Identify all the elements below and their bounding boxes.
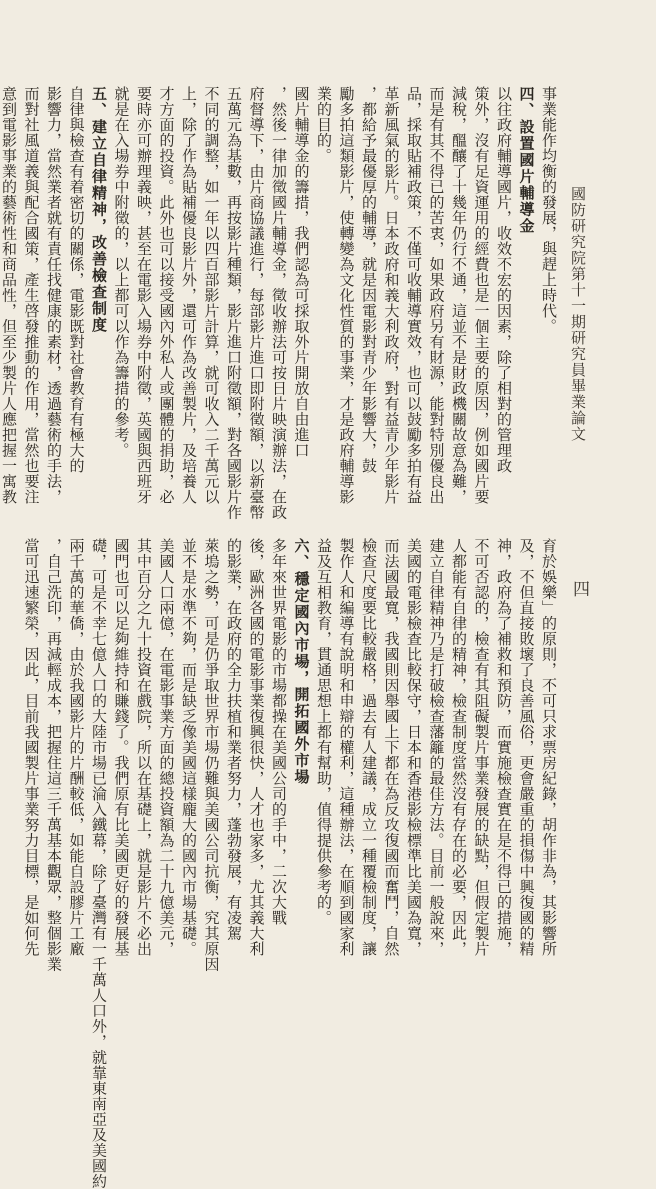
text-line: 後，歐洲各國的電影事業復興很快，人才也家多，尤其義大利 <box>247 538 266 957</box>
text-line: 而是有其不得已的苦衷，如果政府另有財源，能對特別優良出 <box>427 86 446 505</box>
text-line: 美國人口兩億，在電影事業方面的總投資額為二十九億美元， <box>157 538 176 957</box>
text-line: 減稅，醞釀了十幾年仍行不通，這並不是財政機關故意為難， <box>450 86 468 505</box>
text-block-bottom <box>22 538 560 1189</box>
text-line: 而法國最寬，我國則因舉國上下都在為反攻復國而奮鬥，自然 <box>382 538 401 957</box>
text-line: 及，不但直接敗壞了良善風俗，更會嚴重的損傷中興復國的精 <box>517 538 536 957</box>
section-heading: 四、設置國片輔導金 <box>517 86 536 235</box>
text-line: 益及互相教育，貫通思想上都有幫助，值得提供參考的。 <box>315 538 333 926</box>
text-line: 事業能作均衡的發展，與趕上時代。 <box>540 86 558 334</box>
text-line: ，都給予最優厚的輔導，就是因電影對青少年影響大，鼓 <box>360 86 378 474</box>
text-line: 不可否認的，檢查有其阻礙製片事業發展的缺點，但假定製片 <box>472 538 491 957</box>
text-line: 府督導下，由片商協議進行，每部影片進口即附徵額，以新臺幣 <box>247 86 266 520</box>
text-line: 萊塢之勢，可是仍爭取世界市場仍難與美國公司抗衡，究其原因 <box>202 538 221 972</box>
text-line: 檢查尺度要比較嚴格，過去有人建議，成立一種覆檢制度，讓 <box>360 538 378 957</box>
text-block-top <box>0 86 560 520</box>
text-line: 育於娛樂」的原則，不可只求票房紀錄，胡作非為，其影響所 <box>540 538 558 957</box>
text-line: 勵多拍這類影片，使轉變為文化性質的事業，才是政府輔導影 <box>337 86 356 505</box>
text-line: 其中百分之九十投資在戲院，所以在基礎上，就是影片不必出 <box>135 538 153 957</box>
text-line: 而對社風道義與配合國策，產生啓發推動的作用，當然也要注 <box>22 86 41 505</box>
text-line: 兩千萬的華僑，由於我國影片的片酬較低，如能自設膠片工廠 <box>67 538 86 957</box>
text-line: 國門也可以足夠維持和賺錢了。我們原有比美國更好的發展基 <box>112 538 131 957</box>
text-line: 革新風氣的影片。日本政府和義大利政府，對有益青少年影片 <box>382 86 401 505</box>
text-line: 策外，沒有足資運用的經費也是一個主要的原因，例如國片要 <box>472 86 491 505</box>
text-line: 業的目的。 <box>315 86 333 164</box>
text-line: 多年來世界電影的市場都操在美國公司的手中，二次大戰 <box>270 538 288 926</box>
text-line: 美國的電影檢查比較保守，日本和香港影檢標準比美國為寬， <box>405 538 423 957</box>
text-line: 才方面的投資。此外也可以接受國內外私人或團體的捐助，必 <box>157 86 176 505</box>
text-line: 人都能有自律的精神，檢查制度當然沒有存在的必要，因此， <box>450 538 468 957</box>
text-line: 影響力，當然業者就有責任找健康的素材，透過藝術的手法， <box>45 86 63 505</box>
text-line: 礎，可是不幸七億人口的大陸市場已淪入鐵幕，除了臺灣有一千萬人口外，就靠東南亞及美國約 <box>90 538 108 1189</box>
text-line: 神，政府為了補救和預防，而實施檢查實在是不得已的措施， <box>495 538 513 957</box>
text-line: 國片輔導金的籌措，我們認為可採取外片開放自由進口 <box>292 86 311 458</box>
text-line: 並不是水準不夠，而是缺乏像美國這樣龐大的國內市場基礎。 <box>180 538 198 957</box>
section-heading: 五、建立自律精神，改善檢查制度 <box>90 86 108 334</box>
text-line: 自律與檢查有着密切的關係，電影既對社會教育有極大的 <box>67 86 86 474</box>
text-line: 當可迅速繁榮，因此，目前我國製片事業努力目標，是如何先 <box>22 538 41 957</box>
text-line: 不同的調整，如一年以四百部影片計算，就可收入二千萬元以 <box>202 86 221 505</box>
text-line: 要時亦可辦理義映，甚至在電影入場券中附徵，英國與西班牙 <box>135 86 153 505</box>
text-line: 五萬元為基數，再按影片種類，影片進口附徵額，對各國影片作 <box>225 86 243 520</box>
text-line: 品，採取貼補政策，不僅可收輔導實效，也可以鼓勵多拍有益 <box>405 86 423 505</box>
text-line: ，自己洗印，再減輕成本，把握住這三千萬基本觀眾，整個影業 <box>45 538 63 972</box>
text-line: 的影業，在政府的全力扶植和業者努力，蓬勃發展，有凌駕 <box>225 538 243 941</box>
text-line: 上，除了作為貼補優良影片外，還可作為改善製片，及培養人 <box>180 86 198 505</box>
page-number: 四 <box>569 580 589 597</box>
text-line: ，然後一律加徵國片輔導金，徵收辦法可按日片映演辦法，在政 <box>270 86 288 520</box>
text-line: 建立自律精神乃是打破檢查藩籬的最佳方法。目前一般說來， <box>427 538 446 957</box>
text-line: 製作人和編導有說明和申辯的權利，這種辦法，在順到國家利 <box>337 538 356 957</box>
text-line: 以往政府輔導國片，收效不宏的因素，除了相對的管理政 <box>495 86 513 474</box>
text-line: 就是在入場券中附徵的，以上都可以作為籌措的參考。 <box>112 86 131 458</box>
text-line: 意到電影事業的藝術性和商品性，但至少製片人應把握一寓教 <box>0 86 18 505</box>
running-header: 國防研究院第十一期研究員畢業論文 <box>569 186 587 442</box>
section-heading: 六、穩定國內市場，開拓國外市場 <box>292 538 311 786</box>
